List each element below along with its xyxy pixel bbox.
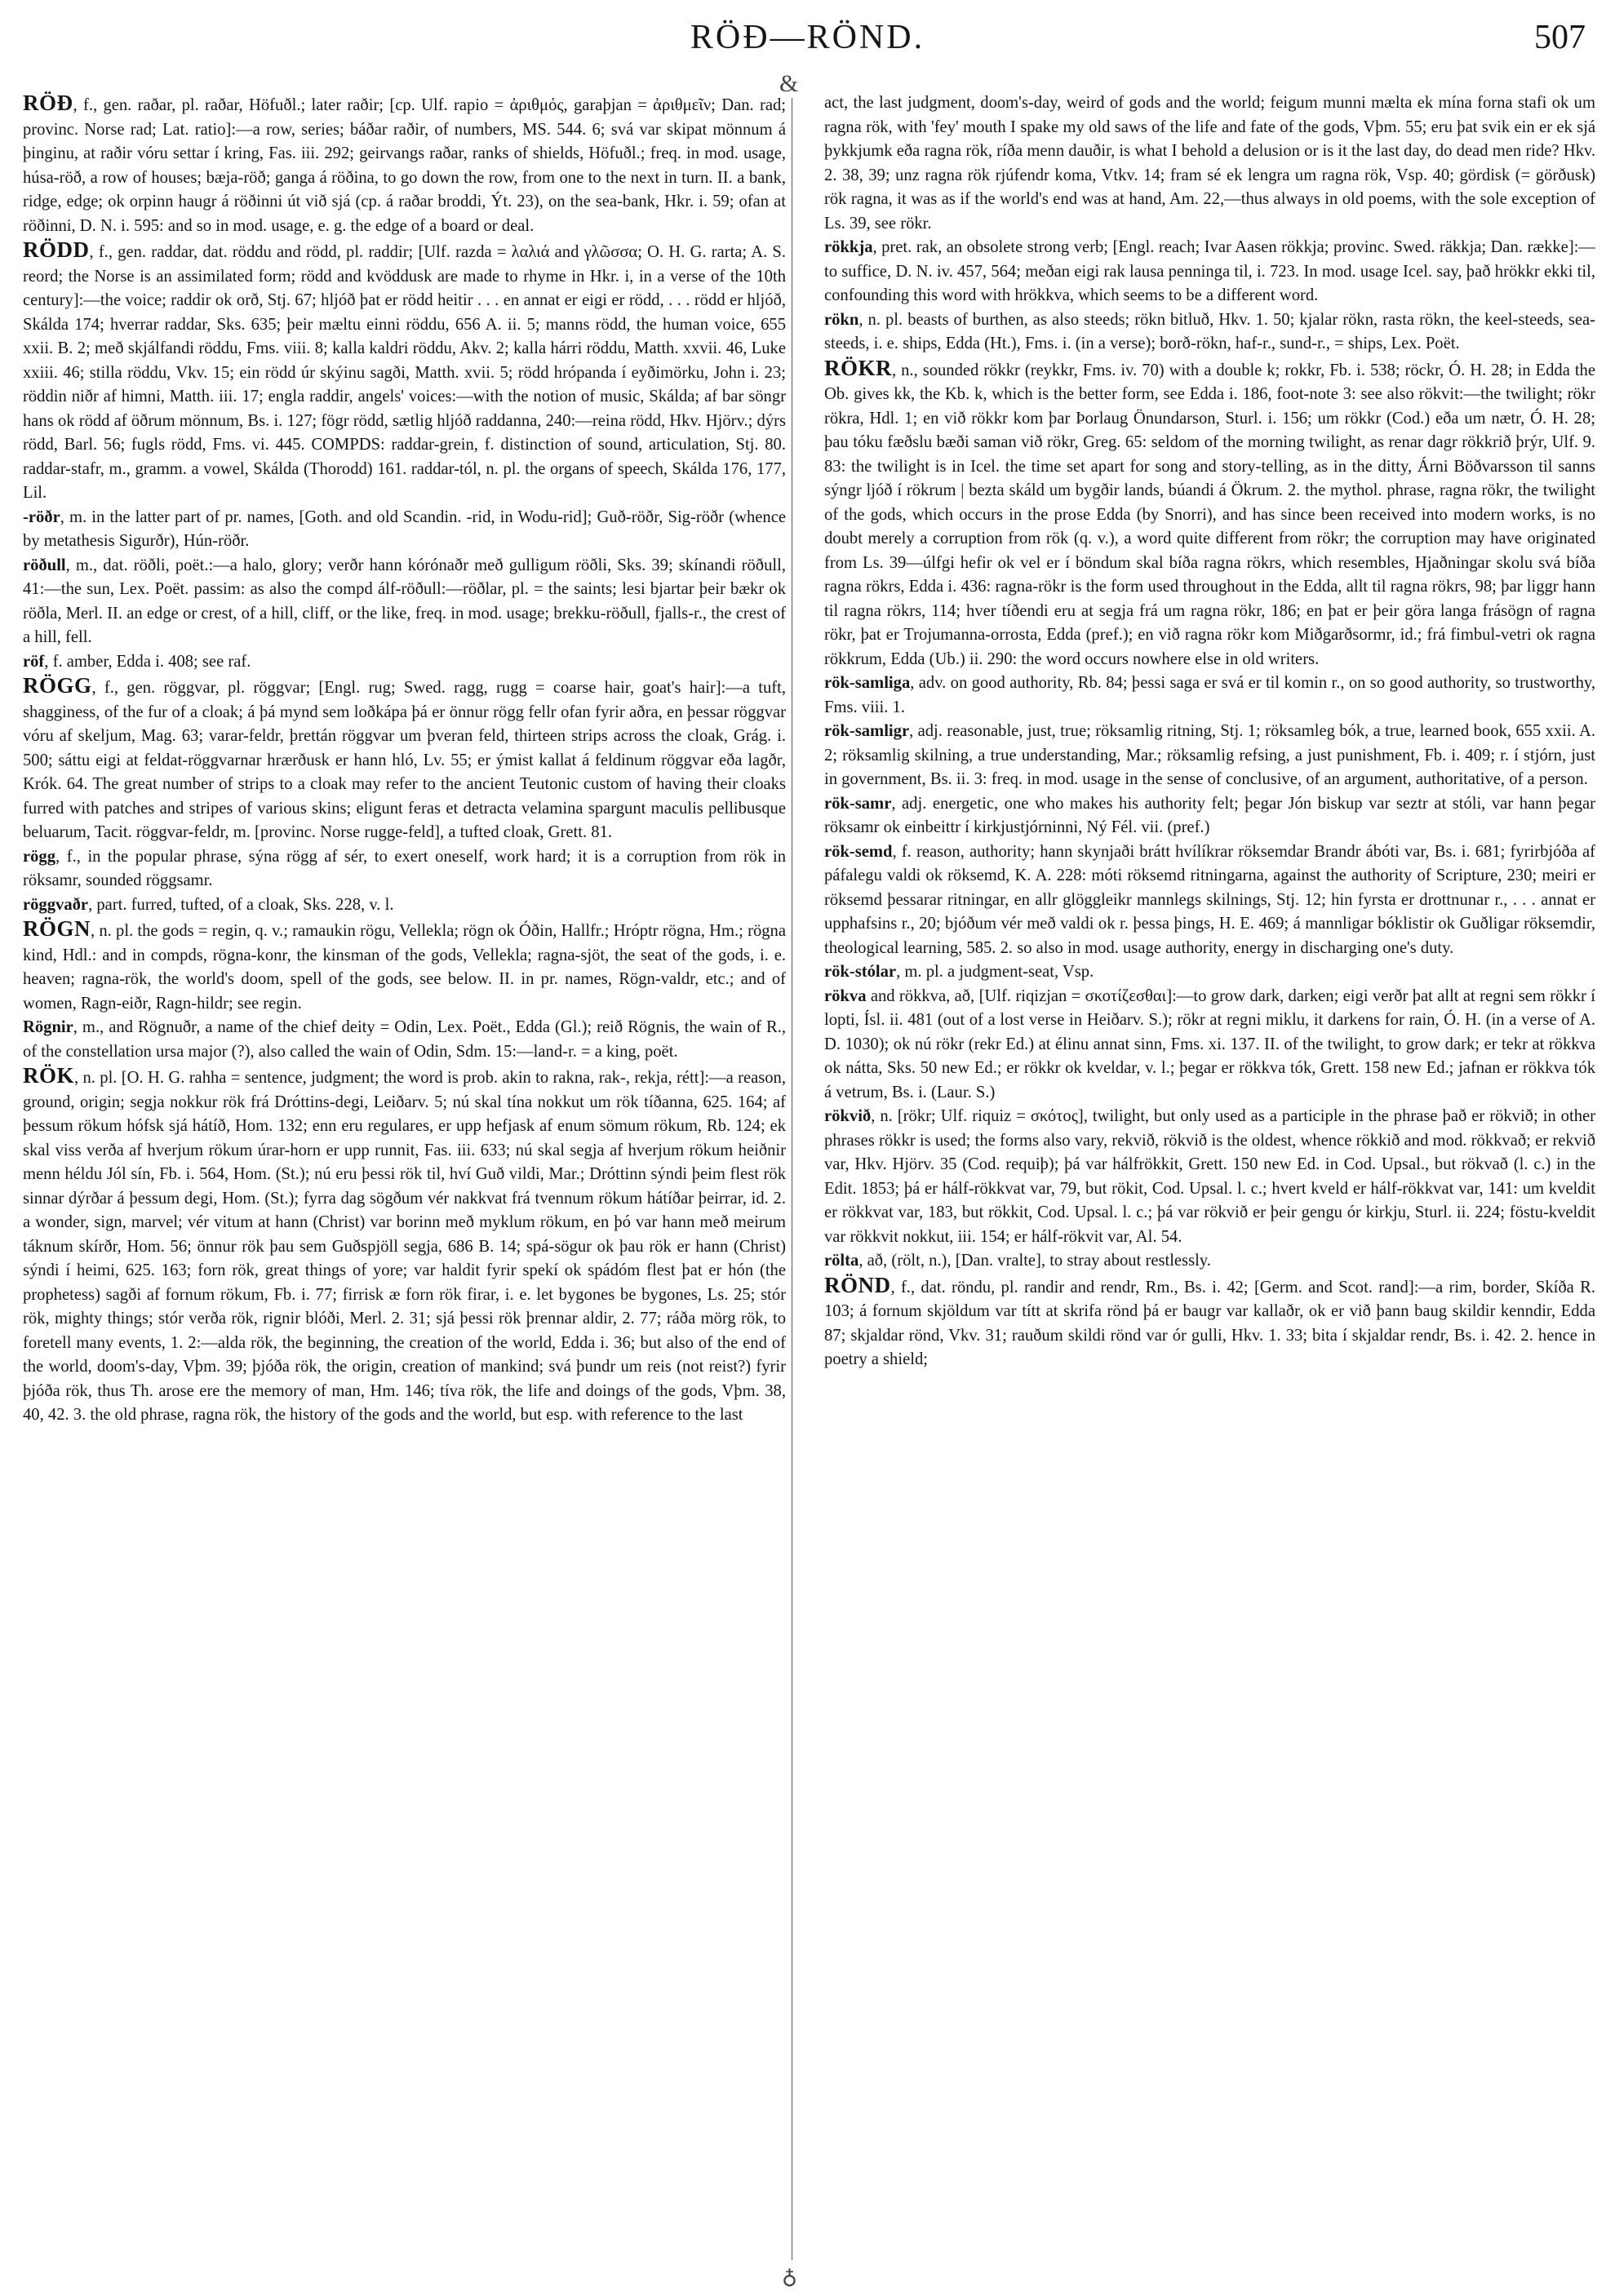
right-column <box>824 91 1595 1372</box>
entry-headword: rök-semd <box>824 842 893 861</box>
running-head: RÖÐ—RÖND. <box>690 19 925 56</box>
entry-body: , adv. on good authority, Rb. 84; þessi saga er svá er til komin r., on so good authority, so trustworthy, Fms. viii. 1. <box>824 674 1595 716</box>
entry-headword: rökva <box>824 986 867 1005</box>
entry-body: , part. furred, tufted, of a cloak, Sks. 228, v. l. <box>88 895 394 914</box>
entry-headword: rögg <box>23 847 56 866</box>
entry-body: , adj. reasonable, just, true; röksamlig ritning, Stj. 1; röksamleg bók, a true, learned book, 655 xxii. A. 2; röksamlig skilning, a true understanding, Mar.; röksamlig refsing, a just punishment, Fb. i. 409; r. í stjórn, just in government, Bs. ii. 3: freq. in mod. usage in the sense of conclusive, of an argument, authoritative, of a person. <box>824 722 1595 788</box>
entry-body: , m. pl. a judgment-seat, Vsp. <box>896 963 1094 981</box>
entry-headword: rölta <box>824 1252 859 1270</box>
entry-body: , n., sounded rökkr (reykkr, Fms. iv. 70) with a double k; rokkr, Fb. i. 538; röckr, Ó. H. 28; in Edda the Ob. gives kk, the Kb. k, which is the better form, see Edda i. 186, foot-note 3: see also rökvit:—the twilight; rökr rökra, Hdl. 1; en við rökkr kom þar Þorlaug Önundarson, Sturl. i. 156; um rökkr (Cod.) eða um nætr, Ó. H. 28; þau tóku fæðslu bæði saman við rökr, Greg. 65: seldom of the morning twilight, as renar dagr rökkrið þrýr, Ulf. 9. 83: the twilight is in Icel. the time set apart for song and story-telling, as in the ditty, Árni Böðvarsson til sanns sýngr ljóð í rökrum | bezta skáld um bygðir lands, búandi á Ökrum. 2. the mythol. phrase, ragna rökr, the twilight of the gods, which occurs in the prose Edda (by Snorri), and has since been received into modern works, is no doubt merely a corruption from rök (q. v.), a word quite different from rökr; the corruption may have originated from Ls. 39—úlfgi hefir ok vel er í böndum skal bíða ragna rökrs, which resembles, Hjaðningar skolu svá bíða ragna rökrs, Edda i. 436: ragna-rökr is the form used throughout in the Edda, allt til ragna rökrs, 98; þar liggr hann til ragna rökrs, 114; hver tíðendi eru at segja frá um ragna rökr, 186; en þat er þeir göra langa frásögn of ragna rökr, þat er Trojumanna-orrosta, Edda (pref.); en við ragna rökr kom Miðgarðsormr, id.; frá fimbul-vetri ok ragna rökkrum, Edda (Ub.) ii. 290: the word occurs nowhere else in old writers. <box>824 361 1595 668</box>
entry-headword: rök-stólar <box>824 963 897 981</box>
entry-headword: RÖKR <box>824 355 892 380</box>
entry-headword: rök-samr <box>824 794 892 813</box>
dictionary-entry <box>824 91 1595 236</box>
dictionary-entry <box>824 1249 1595 1274</box>
entry-body: act, the last judgment, doom's-day, weird of gods and the world; feigum munni mælta ek mína forna stafi ok um ragna rök, with 'fey' mouth I spake my old saws of the life and fate of the gods, Vþm. 55; eru þat svik ein er ek sjá þykkjumk eða ragna rök, ríða menn dauðir, is what I behold a delusion or is it the last day, do dead men ride? Hkv. 2. 38, 39; unz ragna rök rjúfendr koma, Vtkv. 14; fram sé ek lengra um ragna rök, Vsp. 40; gördisk (= görðusk) rök ragna, it was as if the world's end was at hand, Am. 22,—thus always in old poems, with the sole exception of Ls. 39, see rökr. <box>824 94 1595 233</box>
entry-body: , f., in the popular phrase, sýna rögg af sér, to exert oneself, work hard; it is a corruption from rök in röksamr, sounded röggsamr. <box>23 847 786 889</box>
dictionary-entry <box>824 672 1595 720</box>
entry-body: , m., dat. röðli, poët.:—a halo, glory; verðr hann kórónaðr með gulligum röðli, Sks. 39; skínandi röðull, 41:—the sun, Lex. Poët. passim: as also the compd álf-röðull:—röðlar, pl. = the saints; lesi bjartar þeir bækr ok röðla, Merl. II. an edge or crest, of a hill, cliff, or the like, freq. in mod. usage; brekku-röðull, fjalls-r., the crest of a hill, fell. <box>23 556 786 646</box>
entry-body: , m., and Rögnuðr, a name of the chief deity = Odin, Lex. Poët., Edda (Gl.); reið Rögnis, the wain of R., of the constellation ursa major (?), also called the wain of Odin, Sdm. 15:—land-r. = a king, poët. <box>23 1018 786 1061</box>
dictionary-entry <box>23 91 786 238</box>
dictionary-entry <box>824 720 1595 792</box>
dictionary-entry <box>824 308 1595 357</box>
dictionary-entry <box>824 840 1595 961</box>
entry-body: , f. amber, Edda i. 408; see raf. <box>44 652 251 671</box>
entry-body: , m. in the latter part of pr. names, [Goth. and old Scandin. -rid, in Wodu-rid]; Guð-röðr, Sig-röðr (whence by metathesis Sigurðr), Hún-röðr. <box>23 508 786 550</box>
dictionary-entry <box>824 236 1595 308</box>
entry-headword: RÖK <box>23 1063 75 1088</box>
dictionary-entry <box>23 554 786 650</box>
ornament-top: & <box>779 70 799 97</box>
entry-body: , f., dat. röndu, pl. randir and rendr, Rm., Bs. i. 42; [Germ. and Scot. rand]:—a rim, border, Skíða R. 103; á fornum skjöldum var títt at skrifa rönd þá er baugr var kallaðr, ok er við þann baug skildir kenndir, Edda 87; skjaldar rönd, Vkv. 31; rauðum skildi rönd var ór gulli, Hkv. 1. 33; bita í skjaldar rendr, Bs. i. 42. 2. hence in poetry a shield; <box>824 1278 1595 1368</box>
entry-headword: röðull <box>23 556 66 574</box>
dictionary-entry <box>23 845 786 893</box>
dictionary-entry <box>824 960 1595 985</box>
entry-headword: röggvaðr <box>23 895 89 914</box>
entry-body: , pret. rak, an obsolete strong verb; [Engl. reach; Ivar Aasen rökkja; provinc. Swed. räkkja; Dan. række]:—to suffice, D. N. iv. 457, 564; meðan eigi rak lausa penninga til, i. 723. In mod. usage Icel. say, það hrökkr ekki til, confounding this word with hrökkva, which seems to be a different word. <box>824 238 1595 304</box>
entry-body: , n. pl. beasts of burthen, as also steeds; rökn bitluð, Hkv. 1. 50; kjalar rökn, rasta rökn, the keel-steeds, sea-steeds, i. e. ships, Edda (Ht.), Fms. i. (in a verse); borð-rökn, haf-r., sund-r., = ships, Lex. Poët. <box>824 310 1595 352</box>
entry-headword: RÖGG <box>23 673 92 698</box>
entry-headword: rökkja <box>824 238 873 256</box>
dictionary-entry <box>23 674 786 845</box>
dictionary-entry <box>23 1064 786 1428</box>
entry-headword: röf <box>23 652 45 671</box>
dictionary-entry <box>824 1105 1595 1249</box>
entry-headword: RÖDD <box>23 237 90 262</box>
entry-body: , f. reason, authority; hann skynjaði brátt hvílíkrar röksemdar Brandr ábóti var, Bs. i. 681; fyrirbjóða af páfalegu valdi ok röksemd, K. A. 228: móti röksemd ritningarna, against the authority of Scripture, 230; meiri er röksemd þessarar ritningar, en allr glöggleikr mannlegs skilnings, Stj. 12; hin fyrsta er drottnunar r., . . . annat er upphafsins r., 20; bjóðum vér með valdi ok r. þessa þings, H. E. 469; á mannligar bóklistir ok Guðligar röksemdir, theological learning, 585. 2. so also in mod. usage authority, energy in discharging one's duty. <box>824 842 1595 957</box>
entry-headword: rök-samliga <box>824 674 911 692</box>
entry-headword: rökvið <box>824 1107 872 1125</box>
entry-headword: RÖÐ <box>23 91 73 115</box>
entry-headword: RÖGN <box>23 916 91 941</box>
entry-body: , n. pl. the gods = regin, q. v.; ramaukin rögu, Vellekla; rögn ok Óðin, Hallfr.; Hróptr rögna, Hm.; rögna kind, Hdl.: and in compds, rögna-konr, the kinsman of the gods, Vellekla; ragna-sjöt, the seat of the gods, i. e. heaven; ragna-rök, the world's doom, spell of the gods, see below. II. in pr. names, Rögn-valdr, etc.; and of women, Ragn-eiðr, Ragn-hildr; see regin. <box>23 922 786 1013</box>
entry-body: , f., gen. röggvar, pl. röggvar; [Engl. rug; Swed. ragg, rugg = coarse hair, goat's hair]:—a tuft, shagginess, of the fur of a cloak; á þá mynd sem loðkápa þá er önnur rögg fellr ofan fyrir aðra, en þessar röggvar vóru af skeljum, Mag. 63; varar-feldr, þrettán röggvar um þveran feld, thirteen strips across the cloak, Grág. i. 500; sáttu eigi at feldat-röggvarnar hrærðusk er hann hló, Lv. 55; er ýmist kallat á feldinum röggvar eða lagðr, Krók. 64. The great number of strips to a cloak may refer to the ancient Teutonic custom of having their cloaks furred with patches and stripes of various skins; eligunt feras et detracta velamina spargunt maculis pellibusque beluarum, Tacit. röggvar-feldr, m. [provinc. Norse rugge-feld], a tufted cloak, Grett. 81. <box>23 679 786 841</box>
entry-body: , f., gen. raðar, pl. raðar, Höfuðl.; later raðir; [cp. Ulf. rapio = ἀριθμός, garaþjan = ἀριθμεῖν; Dan. rad; provinc. Norse rad; Lat. ratio]:—a row, series; báðar raðir, of numbers, MS. 544. 6; svá var skipat mönnum á þinginu, at raðir vóru settar í kring, Fas. iii. 292; geirvangs raðar, ranks of shields, Höfuðl.; freq. in mod. usage, húsa-röð, a row of houses; bæja-röð; ganga á röðina, to go down the row, from one to the next in turn. II. a bank, ridge, edge; ok orpinn haugr á röðinni út við sjá (cp. á raðar broddi, Ýt. 23), on the sea-bank, Hkr. i. 59; ofan at röðinni, D. N. i. 595: and so in mod. usage, e. g. the edge of a board or deal. <box>23 96 786 235</box>
dictionary-entry <box>23 917 786 1016</box>
left-column <box>23 91 786 1428</box>
dictionary-entry <box>824 1274 1595 1372</box>
dictionary-entry <box>23 1016 786 1064</box>
dictionary-entry <box>23 506 786 554</box>
dictionary-entry <box>824 985 1595 1106</box>
page-number: 507 <box>1534 19 1586 56</box>
dictionary-entry <box>23 893 786 918</box>
dictionary-entry <box>824 357 1595 672</box>
dictionary-entry <box>824 792 1595 840</box>
entry-body: , n. pl. [O. H. G. rahha = sentence, judgment; the word is prob. akin to rakna, rak-, rekja, rétt]:—a reason, ground, origin; segja nokkur rök frá Dróttins-degi, Leiðarv. 5; nú skal tína nokkut um rök tíðanna, 625. 164; af þessum rökum hófsk sjá hátíð, Hom. 132; enn eru regulares, er upp hefjask af enum sömum rökum, Rb. 124; ek skal viss verða af hverjum rökum úrar-horn er upp runnit, Fas. iii. 633; nú skal segja af hverjum rökum heiðnir menn héldu Jól sín, Fb. i. 564, Hom. (St.); nú eru þessi rök til, hví Guð vildi, Mar.; Dróttinn sýndi þeim flest rök sinnar dýrðar á þessum degi, Hom. (St.); fyrra dag sögðum vér nakkvat frá tvennum rökum hátíðar þeirrar, id. 2. a wonder, sign, marvel; vér vitum at hann (Christ) var borinn með myklum rökum, en þó var hann með meirum táknum skírðr, Hom. 56; önnur rök þau sem Guðspjöll segja, 686 B. 14; spá-sögur ok þau rök er hann (Christ) sýndi í heimi, 625. 163; forn rök, great things of yore; var haldit fyrir spekí ok spádóm flest þat er hón (the prophetess) sagði af fornum rökum, Fb. i. 77; firrisk æ forn rök firar, i. e. let bygones be bygones, Ls. 25; stór rök, mighty things; stór verða rök, rignir blóði, Merl. 2. 31; sjá þessi rök þrennar aldir, 2. 77; ráða mörg rök, to foretell many events, 1. 2:—alda rök, the beginning, the creation of the world, Edda i. 36; but also of the end of the world, doom's-day, Vþm. 39; þjóða rök, the origin, creation of mankind; svá þundr um reis (not reist?) fyrir þjóða rök, thus Th. arose ere the memory of man, Hm. 146; tíva rök, the life and doings of the gods, Vþm. 38, 40, 42. 3. the old phrase, ragna rök, the history of the gods and the world, but esp. with reference to the last <box>23 1069 786 1424</box>
entry-headword: rök-samligr <box>824 722 910 740</box>
dictionary-entry <box>23 238 786 506</box>
entry-body: , að, (rölt, n.), [Dan. vralte], to stray about restlessly. <box>859 1252 1211 1270</box>
entry-headword: RÖND <box>824 1272 891 1297</box>
entry-body: and rökkva, að, [Ulf. riqizjan = σκοτίζεσθαι]:—to grow dark, darken; eigi verðr þat allt at regni sem rökkr í lopti, Ísl. ii. 481 (out of a lost verse in Heiðarv. S.); rökr at regni miklu, it darkens for rain, Ó. H. (in a verse of A. D. 1030); ok nú rökr (rekr Ed.) at élinu annat sinn, Fms. xi. 137. II. of the twilight, to grow dark; er tekr at rökkva ok nátta, Sks. 50 new Ed.; er rökkr ok kveldar, v. l.; þegar er rökkva tók, Grett. 158 new Ed.; jafnan er rökkva tók á vetrum, Bs. i. (Laur. S.) <box>824 986 1595 1101</box>
entry-body: , adj. energetic, one who makes his authority felt; þegar Jón biskup var seztr at stóli, var hann þegar röksamr ok einbeittr í kirkjustjórninni, Ný Fél. vii. (pref.) <box>824 794 1595 836</box>
dictionary-entry <box>23 650 786 675</box>
entry-headword: -röðr <box>23 508 60 526</box>
entry-headword: rökn <box>824 310 859 329</box>
entry-body: , n. [rökr; Ulf. riquiz = σκότος], twilight, but only used as a participle in the phrase það er rökvið; in other phrases rökkr is used; the forms also vary, rekvið, rökvið is the oldest, whence rökkið and mod. rökkvað; er rekvið var, Hkv. Hjörv. 35 (Cod. requiþ); þá var hálfrökkit, Grett. 150 new Ed. in Cod. Upsal., but rökvað (l. c.) in the Edit. 1853; þá er hálf-rökkvat var, 79, but rökit, Cod. Upsal. l. c.; hvert kveld er hálf-rökkvat var, 141: um kveldit er rökkvat var, 183, but rökkit, Cod. Upsal. l. c.; þá var rökvið er þeir gengu ór kirkju, Sturl. ii. 224; föstu-kveldit var rökkvit nokkut, iii. 154; er hálf-rökvit var, Al. 54. <box>824 1107 1595 1246</box>
entry-headword: Rögnir <box>23 1018 73 1036</box>
entry-body: , f., gen. raddar, dat. röddu and rödd, pl. raddir; [Ulf. razda = λαλιά and γλῶσσα; O. H. G. rarta; A. S. reord; the Norse is an assimilated form; rödd and kvöddusk are made to rhyme in Hkr. i, in a verse of the 10th century]:—the voice; raddir ok orð, Stj. 67; hljóð þat er rödd heitir . . . en annat er eigi er rödd, . . . rödd er hljóð, Skálda 174; hverrar raddar, Sks. 635; þeir mæltu einni röddu, 656 A. ii. 5; manns rödd, the human voice, 655 xxii. B. 2; með skjálfandi röddu, Fms. viii. 8; kalla kaldri röddu, Akv. 2; kalla hárri röddu, Matth. xxvii. 46, Luke xxiii. 46; stilla röddu, Vkv. 15; ein rödd úr skýinu sagði, Matth. xvii. 5; rödd hrópanda í eyðimörku, John i. 23; röddin niðr af himni, Matth. iii. 17; engla raddir, angels' voices:—with the notion of music, Skálda; af bar söngr hans ok rödd af öðrum mönnum, Bs. i. 127; fögr rödd, sætlig hljóð raddanna, 240:—reina rödd, Hkv. Hjörv.; dýrs rödd, Barl. 56; fugls rödd, Fms. vi. 445. COMPDS: raddar-grein, f. distinction of sound, articulation, Stj. 80. raddar-stafr, m., gramm. a vowel, Skálda (Thorodd) 161. raddar-tól, n. pl. the organs of speech, Skálda 176, 177, Lil. <box>23 243 786 502</box>
ornament-bottom: ♁ <box>782 2265 798 2289</box>
